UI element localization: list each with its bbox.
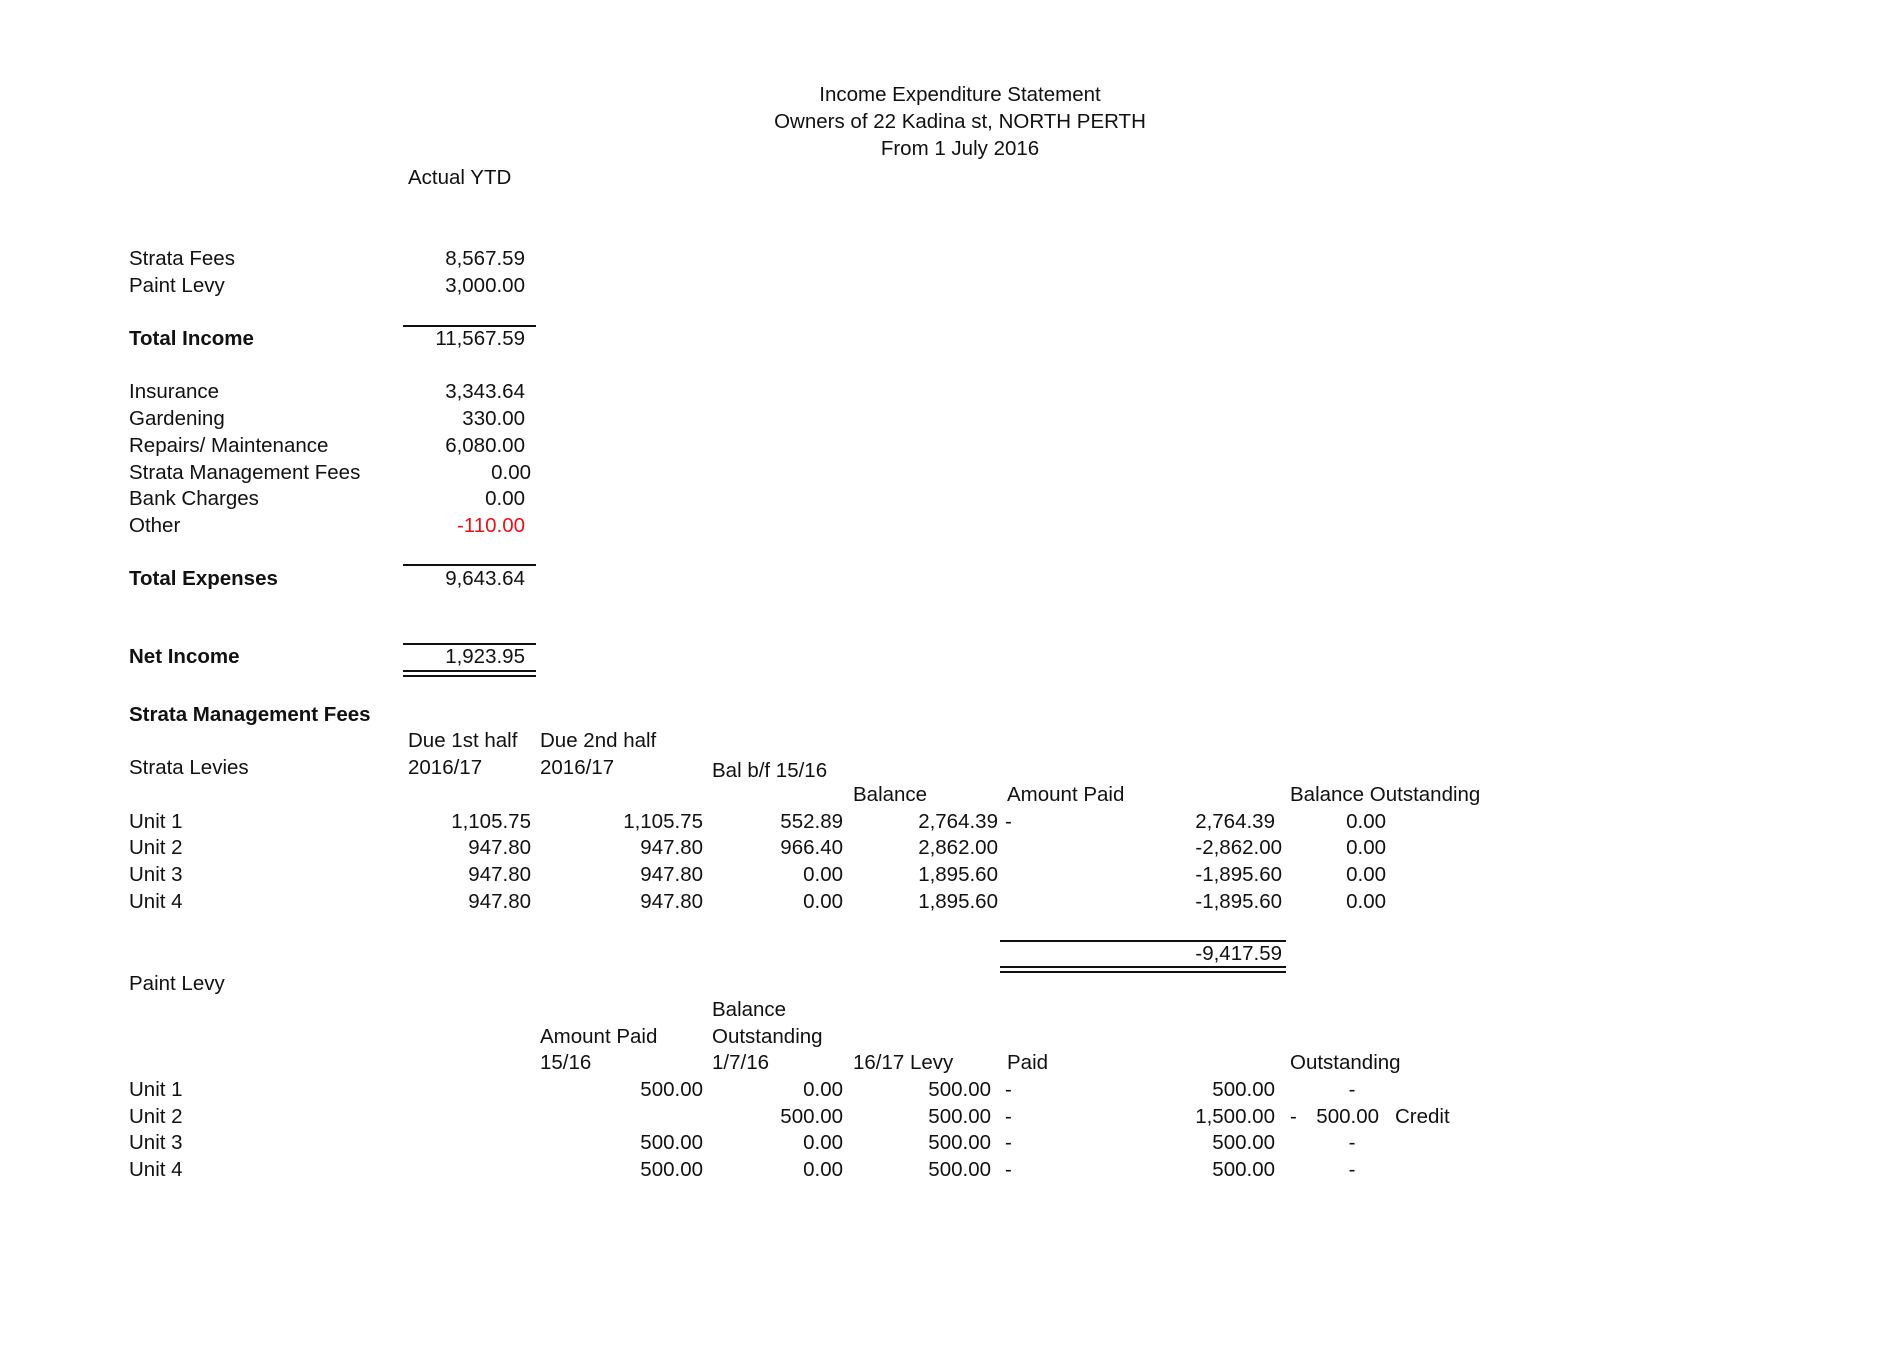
statement-subtitle: Owners of 22 Kadina st, NORTH PERTH: [774, 110, 1146, 133]
net-income-label: Net Income: [129, 645, 240, 668]
due-first-value: 947.80: [468, 863, 531, 886]
paint-outstanding-dash: -: [1290, 1105, 1297, 1128]
paint-paid-dash: -: [1005, 1105, 1012, 1128]
amount-paid-value: 2,764.39: [1195, 810, 1275, 833]
paint-amount-paid-header: Amount Paid: [540, 1025, 658, 1048]
balance-value: 1,895.60: [918, 863, 998, 886]
unit-label: Unit 3: [129, 1131, 183, 1154]
levy-total-double-rule-2: [1000, 971, 1286, 973]
paint-outstanding-value: -: [1348, 1131, 1356, 1154]
bal-bf-header: Bal b/f 15/16: [712, 759, 828, 782]
paint-levy-header: 16/17 Levy: [853, 1051, 954, 1074]
net-income-value: 1,923.95: [445, 645, 525, 668]
expense-label-insurance: Insurance: [129, 380, 220, 403]
dash-marker: -: [1005, 810, 1012, 833]
paint-amount-paid-value: 500.00: [640, 1131, 703, 1154]
due-second-value: 947.80: [640, 890, 703, 913]
total-expenses-value: 9,643.64: [445, 567, 525, 590]
paint-outstanding-header: Outstanding: [1290, 1051, 1401, 1074]
paint-paid-value: 500.00: [1212, 1131, 1275, 1154]
strata-levies-heading: Strata Levies: [129, 756, 249, 779]
statement-period: From 1 July 2016: [880, 137, 1040, 160]
due-first-value: 947.80: [468, 890, 531, 913]
income-value-paint-levy: 3,000.00: [445, 274, 525, 297]
paint-paid-header: Paid: [1007, 1051, 1049, 1074]
income-value-strata-fees: 8,567.59: [445, 247, 525, 270]
paint-bal-out-value: 0.00: [803, 1158, 843, 1181]
paint-paid-value: 1,500.00: [1195, 1105, 1275, 1128]
amount-paid-value: -1,895.60: [1195, 863, 1282, 886]
paint-paid-value: 500.00: [1212, 1158, 1275, 1181]
paint-amount-paid-value: 500.00: [640, 1158, 703, 1181]
paint-bal-out-date: 1/7/16: [712, 1051, 769, 1074]
due-second-value: 947.80: [640, 863, 703, 886]
paint-bal-out-value: 0.00: [803, 1078, 843, 1101]
paint-outstanding-value: -: [1348, 1078, 1356, 1101]
due-first-half-year: 2016/17: [408, 756, 483, 779]
paint-levy-value: 500.00: [928, 1105, 991, 1128]
total-income-value: 11,567.59: [435, 327, 525, 350]
paint-levy-value: 500.00: [928, 1131, 991, 1154]
paint-paid-dash: -: [1005, 1131, 1012, 1154]
expense-value-other: -110.00: [456, 514, 525, 537]
actual-ytd-header: Actual YTD: [408, 166, 512, 189]
amount-paid-value: -1,895.60: [1195, 890, 1282, 913]
paint-paid-value: 500.00: [1212, 1078, 1275, 1101]
net-income-double-rule-1: [403, 670, 536, 672]
paint-levy-heading: Paint Levy: [129, 972, 225, 995]
expense-label-bank-charges: Bank Charges: [129, 487, 259, 510]
due-first-half-header: Due 1st half: [408, 729, 518, 752]
unit-label: Unit 1: [129, 1078, 183, 1101]
paint-outstanding-value: 500.00: [1316, 1105, 1379, 1128]
expense-label-strata-management-fees: Strata Management Fees: [129, 461, 361, 484]
paint-paid-dash: -: [1005, 1158, 1012, 1181]
unit-label: Unit 2: [129, 1105, 183, 1128]
bal-bf-value: 0.00: [803, 890, 843, 913]
expense-value-insurance: 3,343.64: [445, 380, 525, 403]
outstanding-value: 0.00: [1346, 836, 1386, 859]
outstanding-value: 0.00: [1346, 863, 1386, 886]
levy-total-double-rule-1: [1000, 966, 1286, 968]
expense-label-repairs: Repairs/ Maintenance: [129, 434, 329, 457]
expense-label-other: Other: [129, 514, 181, 537]
income-label-paint-levy: Paint Levy: [129, 274, 225, 297]
income-label-strata-fees: Strata Fees: [129, 247, 235, 270]
paint-amount-paid-year: 15/16: [540, 1051, 592, 1074]
outstanding-value: 0.00: [1346, 810, 1386, 833]
bal-bf-value: 0.00: [803, 863, 843, 886]
due-first-value: 947.80: [468, 836, 531, 859]
due-second-half-header: Due 2nd half: [540, 729, 657, 752]
amount-paid-header: Amount Paid: [1007, 783, 1125, 806]
paint-amount-paid-value: 500.00: [640, 1078, 703, 1101]
unit-label: Unit 4: [129, 1158, 183, 1181]
bal-bf-value: 552.89: [780, 810, 843, 833]
outstanding-value: 0.00: [1346, 890, 1386, 913]
strata-management-fees-heading: Strata Management Fees: [129, 703, 371, 726]
statement-title: Income Expenditure Statement: [819, 83, 1101, 106]
bal-bf-value: 966.40: [780, 836, 843, 859]
paint-levy-value: 500.00: [928, 1158, 991, 1181]
unit-label: Unit 2: [129, 836, 183, 859]
net-income-double-rule-2: [403, 675, 536, 677]
due-first-value: 1,105.75: [451, 810, 531, 833]
paint-bal-out-header-2: Outstanding: [712, 1025, 823, 1048]
levy-total-amount-paid: -9,417.59: [1195, 942, 1282, 965]
balance-value: 2,862.00: [918, 836, 998, 859]
paint-levy-value: 500.00: [928, 1078, 991, 1101]
balance-value: 2,764.39: [918, 810, 998, 833]
balance-header: Balance: [853, 783, 928, 806]
total-expenses-label: Total Expenses: [129, 567, 278, 590]
paint-outstanding-value: -: [1348, 1158, 1356, 1181]
expense-label-gardening: Gardening: [129, 407, 225, 430]
expense-value-gardening: 330.00: [462, 407, 525, 430]
credit-note: Credit: [1395, 1105, 1450, 1128]
balance-outstanding-header: Balance Outstanding: [1290, 783, 1481, 806]
expense-value-bank-charges: 0.00: [485, 487, 525, 510]
due-second-value: 947.80: [640, 836, 703, 859]
amount-paid-value: -2,862.00: [1195, 836, 1282, 859]
unit-label: Unit 1: [129, 810, 183, 833]
unit-label: Unit 4: [129, 890, 183, 913]
paint-bal-out-value: 500.00: [780, 1105, 843, 1128]
balance-value: 1,895.60: [918, 890, 998, 913]
paint-bal-out-value: 0.00: [803, 1131, 843, 1154]
paint-paid-dash: -: [1005, 1078, 1012, 1101]
expense-value-strata-management-fees: 0.00: [491, 461, 531, 484]
total-income-label: Total Income: [129, 327, 254, 350]
expense-value-repairs: 6,080.00: [445, 434, 525, 457]
due-second-half-year: 2016/17: [540, 756, 615, 779]
paint-bal-out-header-1: Balance: [712, 998, 787, 1021]
unit-label: Unit 3: [129, 863, 183, 886]
due-second-value: 1,105.75: [623, 810, 703, 833]
